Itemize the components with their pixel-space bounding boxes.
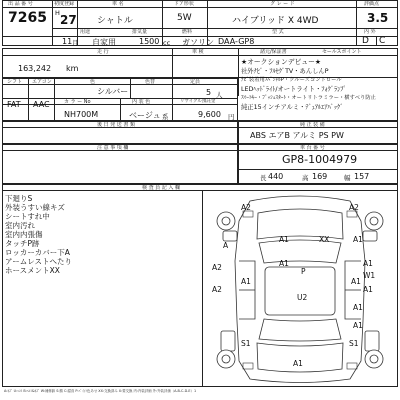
exterior-grade: C xyxy=(379,36,386,46)
legend-footer: A:ｷｽﾞ U:ﾍｺﾐ B:ﾍｺﾐ&ｷｽﾞ W:補修跡 S:錆 C:腐食 P:ﾍﾟｲﾝﾄ色あせ XX:交換済み X:要交換 内:内装評価 外:外装評価（A-B-C-D-E）1 xyxy=(4,389,197,393)
report-line: ロッカーカバー下A xyxy=(5,248,70,257)
reg-month-unit: 月 xyxy=(72,39,79,47)
aircon-label: エアコン xyxy=(32,79,52,85)
sales-point-box xyxy=(238,56,398,121)
genuine-label: 純 正 装 備 xyxy=(300,122,325,128)
spec-label: 諸元/保証書 xyxy=(260,49,287,55)
interior-suffix: 系 xyxy=(162,113,169,121)
lot-label: 出 品 番 号 xyxy=(8,1,33,7)
sales-point-line: 社外ﾅﾋﾞ・ﾌﾙｾｸﾞTV・あんしんP xyxy=(241,68,329,75)
score: 3.5 xyxy=(367,11,389,25)
report-line: 外装うすい線キズ xyxy=(5,203,65,212)
damage-left-fender: A xyxy=(223,241,229,250)
damage-left-door-1: A2 xyxy=(212,263,222,272)
damage-right-1: A1 xyxy=(351,277,361,286)
report-line: 下廻りS xyxy=(5,194,33,203)
displacement: 1500 xyxy=(139,37,160,46)
sales-point-line: 純正15インチアルミ・ﾃﾞｭｱﾙｴｱﾊﾞｯｸﾞ xyxy=(241,104,344,111)
vin-label: 車 台 番 号 xyxy=(300,145,325,151)
model: DAA-GP8 xyxy=(218,37,255,46)
capacity-label: 定員 xyxy=(190,79,201,85)
report-line: 室内内張傷 xyxy=(5,230,43,239)
model-label: 型 式 xyxy=(272,29,284,35)
recycle-unit: 円 xyxy=(228,113,235,121)
damage-hood-right: XX xyxy=(319,235,330,244)
report-line: アームレストへたり xyxy=(5,257,73,266)
damage-front-right-door: A1 xyxy=(353,235,363,244)
inspection-label: 車 検 xyxy=(192,49,204,55)
recolor-label: 色替 xyxy=(145,79,156,85)
lot-number: 7265 xyxy=(8,10,47,26)
car-name-label: 車 名 xyxy=(112,1,124,7)
color-no: NH700M xyxy=(64,110,99,119)
fuel-label: 燃料 xyxy=(182,29,193,35)
notes-label: 注 意 事 項 欄 xyxy=(97,145,129,151)
damage-rear-left: A1 xyxy=(279,259,289,268)
damage-right-rear: A1 xyxy=(353,303,363,312)
interior-color: ベージュ xyxy=(129,111,161,120)
color: シルバー xyxy=(97,87,129,96)
sales-point-line: ﾅﾋﾞ装着用ｽﾍﾟｼｬﾙP・クルーズコントロール xyxy=(241,77,342,83)
auction-sheet xyxy=(2,0,398,400)
grade: ハイブリッド X 4WD xyxy=(232,16,319,26)
damage-left-door-2: A1 xyxy=(241,277,251,286)
year-label: 初度登録 xyxy=(54,1,75,7)
damage-right-2: A1 xyxy=(363,259,373,268)
damage-right-rear-2: A1 xyxy=(353,321,363,330)
inspector-report-list xyxy=(5,194,195,275)
fuel: ガソリン xyxy=(182,38,214,47)
width: 157 xyxy=(354,172,370,181)
damage-left-door-3: A2 xyxy=(212,285,222,294)
grade-label: グ レ ー ド xyxy=(270,1,295,7)
damage-front-right: A2 xyxy=(349,203,359,212)
shift-label: シフト xyxy=(7,79,23,85)
damage-right-3: W1 xyxy=(363,271,376,280)
sales-point-line: ★オークションデビュー★ xyxy=(241,58,322,66)
usage: 自家用 xyxy=(92,38,116,47)
doors-label: ドア形状 xyxy=(174,1,194,7)
score-label: 評価点 xyxy=(364,1,380,7)
interior-color-label: 内 装 色 xyxy=(132,99,151,105)
damage-front-left: A2 xyxy=(241,203,251,212)
damage-bumper-right: S1 xyxy=(349,339,359,348)
mileage-unit: km xyxy=(66,64,79,73)
capacity: 5 xyxy=(206,88,212,97)
length: 440 xyxy=(268,172,284,181)
length-label: 長 xyxy=(260,174,267,182)
report-line: シートすれ中 xyxy=(5,212,50,221)
genuine-equipment: ABS エアB アルミ PS PW xyxy=(250,131,344,140)
year: 27 xyxy=(60,13,77,27)
sales-point-line: LEDﾍｯﾄﾞﾗｲﾄ/オートライト・ﾌｫｸﾞﾗﾝﾌﾟ xyxy=(241,86,347,93)
aircon: AAC xyxy=(33,100,50,109)
damage-right-4: A1 xyxy=(363,285,373,294)
damage-roof: P xyxy=(301,267,306,276)
report-line: ホースメントXX xyxy=(5,266,60,275)
color-no-label: カ ラ ー No xyxy=(64,99,91,105)
recycle-label: リサイクル預託金 xyxy=(180,99,216,104)
interior-exterior-label: 内 外 xyxy=(364,29,376,35)
height: 169 xyxy=(312,172,328,181)
damage-bottom-center: A1 xyxy=(293,359,303,368)
car-damage-diagram xyxy=(203,191,397,386)
displacement-unit: cc xyxy=(163,39,171,47)
era: H xyxy=(55,9,60,17)
report-label: 検 査 員 記 入 欄 xyxy=(142,185,180,191)
later-docs-label: 後 日 発 送 書 類 xyxy=(97,122,135,128)
sales-point-line: ｽﾏｰﾄｷｰ・ﾌﾟｯｼｭｽﾀｰﾄ・オートリトラミラー・横すべり防止 xyxy=(241,95,376,101)
displacement-label: 排気量 xyxy=(132,29,148,35)
usage-label: 用途 xyxy=(80,29,91,35)
damage-bumper-left: S1 xyxy=(241,339,251,348)
report-line: 室内汚れ xyxy=(5,221,35,230)
capacity-unit: 人 xyxy=(216,91,223,99)
shift: FAT xyxy=(7,100,21,109)
vin: GP8-1004979 xyxy=(282,153,358,166)
damage-hood-left: A1 xyxy=(279,235,289,244)
doors: 5W xyxy=(177,13,192,23)
car-name: シャトル xyxy=(97,16,133,26)
sales-point-label: セールスポイント xyxy=(322,49,362,55)
height-label: 高 xyxy=(302,174,309,182)
damage-rear-center: U2 xyxy=(297,293,308,302)
recycle-fee: 9,600 xyxy=(198,110,221,119)
color-label: 色 xyxy=(90,79,96,85)
mileage-label: 走 行 xyxy=(97,49,109,55)
report-line: タッチP跡 xyxy=(5,239,40,248)
width-label: 幅 xyxy=(344,174,351,182)
interior-grade: D xyxy=(362,36,369,46)
mileage: 163,242 xyxy=(18,64,52,73)
reg-month: 11 xyxy=(62,37,73,46)
